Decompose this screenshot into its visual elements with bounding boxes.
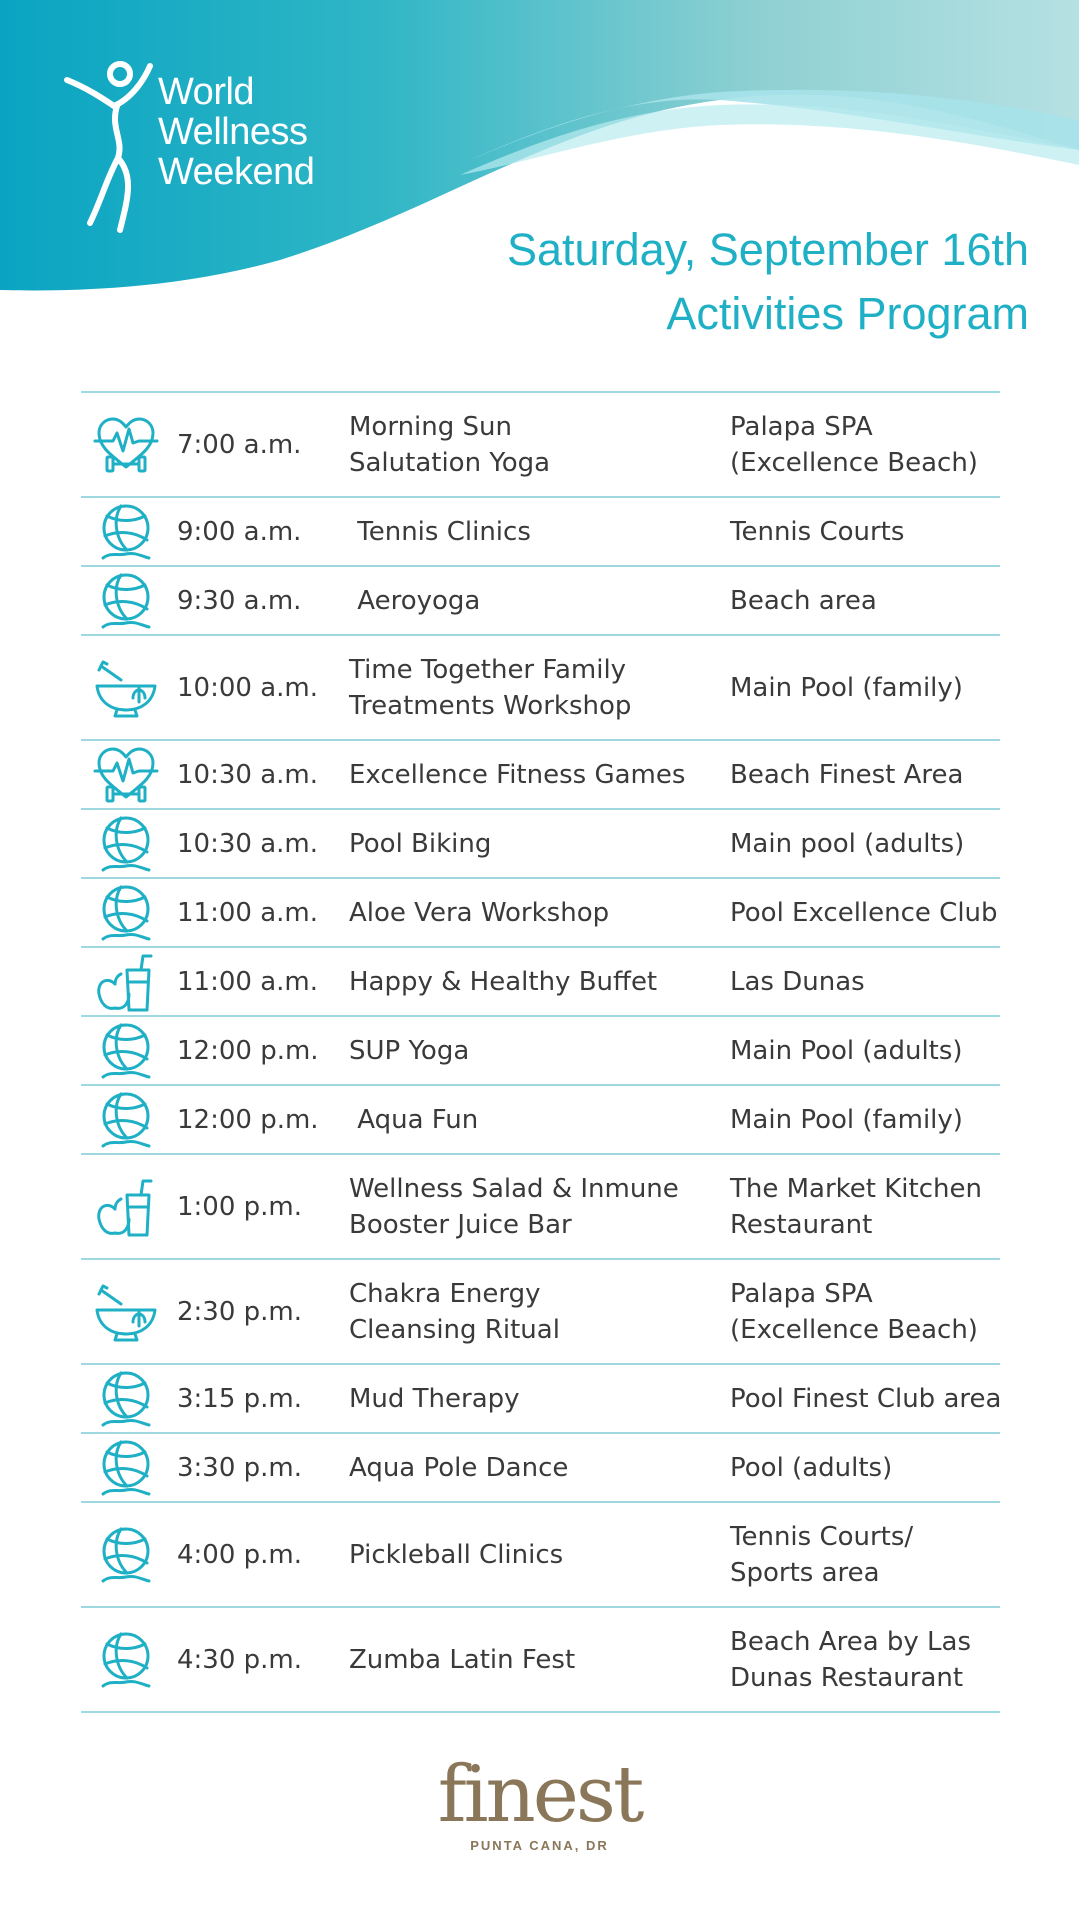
schedule-row xyxy=(81,810,1000,879)
fitness-heart-icon xyxy=(93,745,159,805)
activity-location-line: Beach area xyxy=(730,585,877,616)
schedule-row xyxy=(81,879,1000,948)
activity-name-line: Booster Juice Bar xyxy=(349,1209,572,1240)
activity-location-line: Las Dunas xyxy=(730,966,865,997)
activity-location-line: (Excellence Beach) xyxy=(730,1314,978,1345)
fitness-heart-icon xyxy=(93,415,159,475)
activity-location xyxy=(730,1276,978,1348)
activity-name xyxy=(349,1642,575,1678)
activity-time: 12:00 p.m. xyxy=(177,1104,319,1135)
activity-location xyxy=(730,670,963,706)
ball-icon xyxy=(93,814,159,874)
activity-name xyxy=(349,514,531,550)
activity-location xyxy=(730,1381,1001,1417)
activity-location xyxy=(730,757,963,793)
activity-name xyxy=(349,757,685,793)
page-title xyxy=(507,218,1029,346)
ball-icon xyxy=(93,502,159,562)
activity-time: 10:30 a.m. xyxy=(177,828,318,859)
activity-name xyxy=(349,1450,568,1486)
activity-time: 10:00 a.m. xyxy=(177,672,318,703)
activity-location xyxy=(730,895,998,931)
activity-name-line: Aloe Vera Workshop xyxy=(349,897,610,928)
activity-location xyxy=(730,826,964,862)
schedule-row xyxy=(81,1155,1000,1260)
schedule-row xyxy=(81,1503,1000,1608)
activity-location xyxy=(730,964,865,1000)
activity-time: 12:00 p.m. xyxy=(177,1035,319,1066)
mortar-pestle-icon xyxy=(93,1282,159,1342)
activity-location-line: (Excellence Beach) xyxy=(730,447,978,478)
ball-icon xyxy=(93,1090,159,1150)
ball-icon xyxy=(93,1369,159,1429)
activity-location xyxy=(730,1171,982,1243)
activity-location-line: Main pool (adults) xyxy=(730,828,965,859)
brand-name: finest xyxy=(437,1750,642,1840)
activity-name-line: Wellness Salad & Inmune xyxy=(349,1173,679,1204)
activity-name-line: Salutation Yoga xyxy=(349,447,551,478)
activity-name-line: Aqua Fun xyxy=(349,1104,479,1135)
activity-location xyxy=(730,1624,971,1696)
activity-time: 7:00 a.m. xyxy=(177,429,302,460)
activity-time: 9:30 a.m. xyxy=(177,585,302,616)
title-program: Activities Program xyxy=(666,288,1029,339)
schedule-row xyxy=(81,1608,1000,1713)
activity-location-line: Dunas Restaurant xyxy=(730,1662,964,1693)
activity-location-line: The Market Kitchen xyxy=(730,1173,982,1204)
activity-name xyxy=(349,1276,560,1348)
activity-name xyxy=(349,1102,478,1138)
activity-location xyxy=(730,1033,963,1069)
activity-location-line: Palapa SPA xyxy=(730,411,873,442)
mortar-pestle-icon xyxy=(93,658,159,718)
dancer-figure-icon xyxy=(62,58,162,238)
activity-location-line: Beach Area by Las xyxy=(730,1626,972,1657)
activity-name xyxy=(349,895,609,931)
activity-location-line: Palapa SPA xyxy=(730,1278,873,1309)
activity-location-line: Main Pool (family) xyxy=(730,1104,963,1135)
activity-name-line: Pool Biking xyxy=(349,828,492,859)
ball-icon xyxy=(93,1630,159,1690)
activity-location-line: Tennis Courts/ xyxy=(730,1521,914,1552)
activity-name xyxy=(349,1381,520,1417)
activity-name xyxy=(349,964,657,1000)
activity-time: 11:00 a.m. xyxy=(177,966,318,997)
ball-icon xyxy=(93,571,159,631)
ball-icon xyxy=(93,1021,159,1081)
activity-location-line: Sports area xyxy=(730,1557,880,1588)
activity-time: 2:30 p.m. xyxy=(177,1296,303,1327)
schedule-row xyxy=(81,393,1000,498)
title-date: Saturday, September 16th xyxy=(507,224,1029,275)
activity-name-line: Aeroyoga xyxy=(349,585,481,616)
activity-name-line: Zumba Latin Fest xyxy=(349,1644,576,1675)
activity-location-line: Beach Finest Area xyxy=(730,759,964,790)
activity-name xyxy=(349,1537,563,1573)
activity-name-line: Excellence Fitness Games xyxy=(349,759,686,790)
schedule-table xyxy=(81,391,1000,1713)
schedule-row xyxy=(81,636,1000,741)
activity-time: 11:00 a.m. xyxy=(177,897,318,928)
ball-icon xyxy=(93,1438,159,1498)
activity-name xyxy=(349,1171,679,1243)
activity-location xyxy=(730,514,904,550)
activity-name-line: Aqua Pole Dance xyxy=(349,1452,569,1483)
ball-icon xyxy=(93,883,159,943)
world-wellness-weekend-logo xyxy=(62,58,332,238)
logo-line: Wellness xyxy=(158,111,308,153)
activity-name-line: Happy & Healthy Buffet xyxy=(349,966,658,997)
schedule-row xyxy=(81,1434,1000,1503)
schedule-row xyxy=(81,1017,1000,1086)
activity-time: 4:00 p.m. xyxy=(177,1539,303,1570)
activity-name-line: Chakra Energy xyxy=(349,1278,541,1309)
activity-time: 3:30 p.m. xyxy=(177,1452,303,1483)
activity-location xyxy=(730,1519,913,1591)
activity-location-line: Pool (adults) xyxy=(730,1452,893,1483)
finest-brand-logo xyxy=(0,1752,1079,1853)
activity-location xyxy=(730,583,877,619)
activity-name-line: Treatments Workshop xyxy=(349,690,632,721)
activity-location-line: Tennis Courts xyxy=(730,516,905,547)
schedule-row xyxy=(81,1260,1000,1365)
activity-time: 3:15 p.m. xyxy=(177,1383,303,1414)
activity-name-line: Cleansing Ritual xyxy=(349,1314,560,1345)
activity-name-line: Tennis Clinics xyxy=(349,516,531,547)
activity-name xyxy=(349,1033,469,1069)
activity-location-line: Pool Finest Club area xyxy=(730,1383,1002,1414)
activity-time: 1:00 p.m. xyxy=(177,1191,303,1222)
schedule-row xyxy=(81,498,1000,567)
activity-location-line: Main Pool (family) xyxy=(730,672,963,703)
activity-location-line: Pool Excellence Club xyxy=(730,897,998,928)
brand-subtitle: PUNTA CANA, DR xyxy=(470,1838,609,1853)
activity-name xyxy=(349,409,550,481)
activity-time: 4:30 p.m. xyxy=(177,1644,303,1675)
apple-juice-icon xyxy=(93,952,159,1012)
activity-name-line: Time Together Family xyxy=(349,654,627,685)
ball-icon xyxy=(93,1525,159,1585)
activity-location-line: Main Pool (adults) xyxy=(730,1035,963,1066)
activity-location xyxy=(730,409,978,481)
schedule-row xyxy=(81,948,1000,1017)
activity-time: 9:00 a.m. xyxy=(177,516,302,547)
activity-name-line: Morning Sun xyxy=(349,411,512,442)
schedule-row xyxy=(81,1086,1000,1155)
activity-name xyxy=(349,652,631,724)
activity-name-line: Mud Therapy xyxy=(349,1383,520,1414)
logo-line: Weekend xyxy=(158,151,315,193)
activity-location-line: Restaurant xyxy=(730,1209,873,1240)
activity-name-line: Pickleball Clinics xyxy=(349,1539,564,1570)
activity-time: 10:30 a.m. xyxy=(177,759,318,790)
logo-line: World xyxy=(158,71,255,113)
schedule-row xyxy=(81,1365,1000,1434)
apple-juice-icon xyxy=(93,1177,159,1237)
activity-name xyxy=(349,826,491,862)
schedule-row xyxy=(81,741,1000,810)
activity-name xyxy=(349,583,480,619)
activity-name-line: SUP Yoga xyxy=(349,1035,470,1066)
schedule-row xyxy=(81,567,1000,636)
activity-location xyxy=(730,1450,892,1486)
activity-location xyxy=(730,1102,963,1138)
